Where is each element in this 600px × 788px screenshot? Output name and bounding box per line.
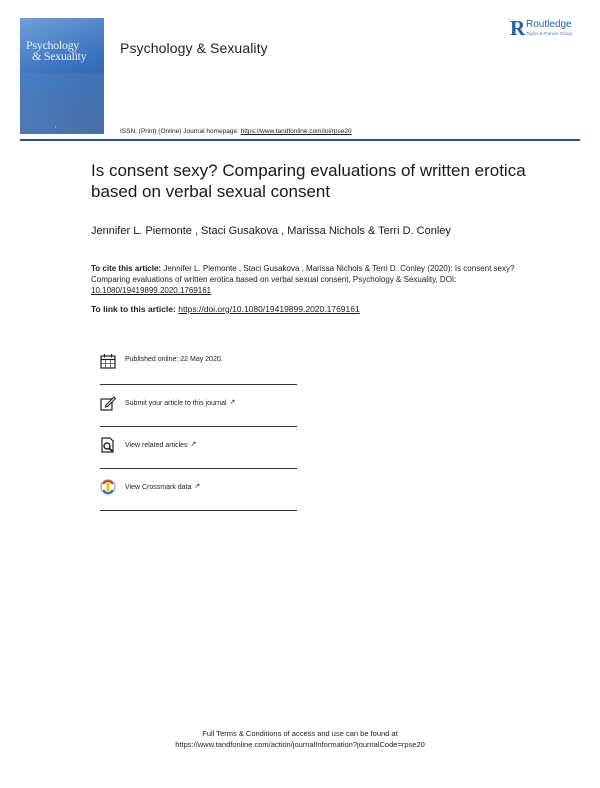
external-link-icon: ↗ <box>190 441 197 448</box>
published-online-text: Published online: 22 May 2020. <box>125 356 223 363</box>
routledge-r-icon: R <box>510 16 526 40</box>
issn-line: ISSN: (Print) (Online) Journal homepage: https://www.tandfonline.com/loi/rpse20 <box>120 128 352 135</box>
submit-article-item[interactable] <box>100 392 297 427</box>
terms-footer <box>120 728 480 750</box>
publisher-name: Routledge <box>526 19 572 30</box>
published-online-item <box>100 350 297 385</box>
journal-cover-image <box>20 18 104 134</box>
cite-label: To cite this article: <box>91 264 162 273</box>
crossmark-link[interactable]: View Crossmark data ↗ <box>125 483 201 491</box>
doi-link[interactable]: 10.1080/19419899.2020.1769161 <box>91 286 212 295</box>
terms-url[interactable]: https://www.tandfonline.com/action/journalInformation?journalCode=rpse20 <box>175 740 425 749</box>
link-label: To link to this article: <box>91 304 179 314</box>
article-authors: Jennifer L. Piemonte , Staci Gusakova , Marissa Nichols & Terri D. Conley <box>91 225 451 237</box>
article-link-line <box>91 304 360 314</box>
journal-homepage-link[interactable]: https://www.tandfonline.com/loi/rpse20 <box>240 128 352 135</box>
crossmark-icon <box>100 479 116 495</box>
cover-title: Psychology & Sexuality <box>26 38 87 63</box>
citation-block <box>91 263 531 296</box>
routledge-logo <box>510 17 590 41</box>
header-divider <box>20 139 580 141</box>
calendar-icon <box>100 353 116 369</box>
edit-icon <box>100 395 116 411</box>
terms-text: Full Terms & Conditions of access and use can be found at <box>202 729 398 738</box>
cite-text: Jennifer L. Piemonte , Staci Gusakova , Marissa Nichols & Terri D. Conley (2020): Is consent sexy? Comparing evaluations of written erotica based on verbal sexual consent, Psychology & Sexuality, DOI: <box>91 264 515 284</box>
related-articles-item[interactable] <box>100 434 297 469</box>
journal-name: Psychology & Sexuality <box>120 40 268 56</box>
related-articles-icon <box>100 437 116 453</box>
article-title: Is consent sexy? Comparing evaluations of written erotica based on verbal sexual consent <box>91 161 526 201</box>
external-link-icon: ↗ <box>229 399 236 406</box>
cover-publisher-mark: ▪ <box>55 124 57 129</box>
article-actions-list <box>100 350 297 511</box>
cover-shading <box>20 73 104 134</box>
crossmark-item[interactable] <box>100 476 297 511</box>
publisher-subtitle: Taylor & Francis Group <box>526 31 573 36</box>
crossmark-external-icon: ↗ <box>194 483 201 490</box>
related-articles-link[interactable]: View related articles ↗ <box>125 441 197 449</box>
article-url-link[interactable]: https://doi.org/10.1080/19419899.2020.1769161 <box>178 304 360 314</box>
submit-article-link[interactable]: Submit your article to this journal ↗ <box>125 399 236 407</box>
